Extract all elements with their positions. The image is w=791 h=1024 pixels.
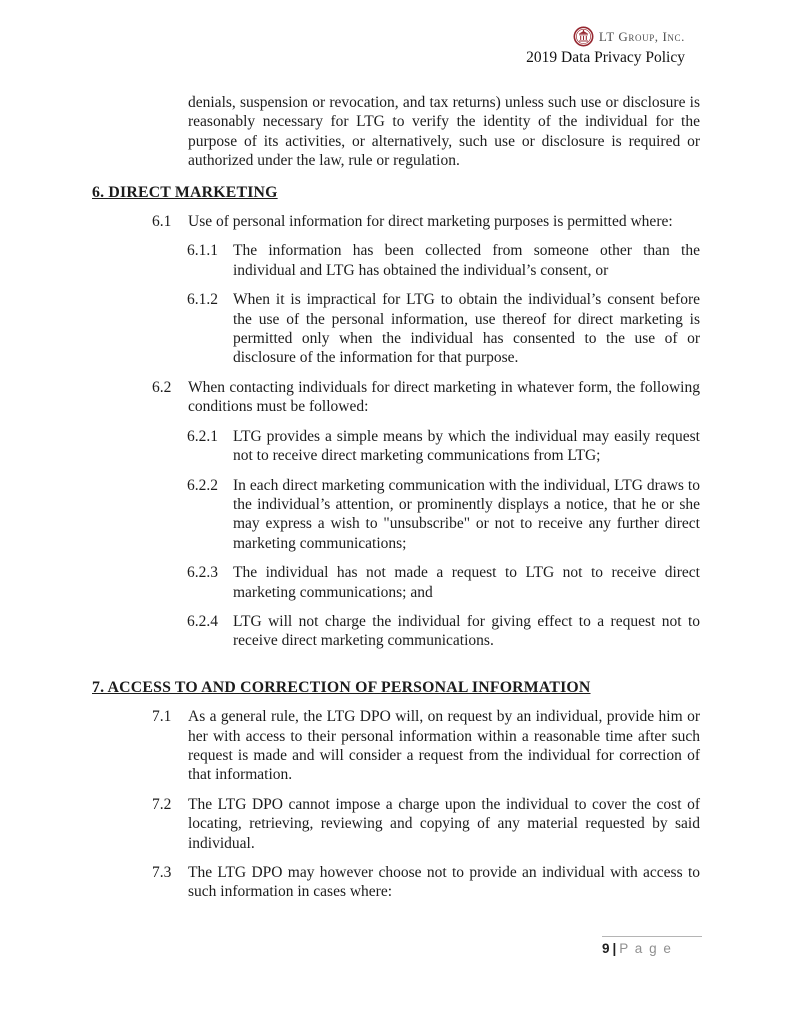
list-item-number: 7.3 xyxy=(152,864,172,881)
list-item xyxy=(152,707,700,785)
list-subitem xyxy=(187,427,700,466)
list-item-number: 6.1 xyxy=(152,213,172,231)
list-subitem xyxy=(187,476,700,554)
section-heading-6 xyxy=(92,183,700,202)
list-item-text: The LTG DPO cannot impose a charge upon the individual to cover the cost of locating, retrieving, reviewing and copying of any material requested by said individual. xyxy=(188,795,700,852)
list-item-number: 6.2.4 xyxy=(187,612,218,630)
list-subitem xyxy=(187,563,700,602)
section-heading-text: 6. DIRECT MARKETING xyxy=(92,183,278,201)
section-heading-text: 7. ACCESS TO AND CORRECTION OF PERSONAL INFORMATION xyxy=(92,678,591,696)
list-item-text: In each direct marketing communication with the individual, LTG draws to the individual’s attention, or prominently displays a notice, that he or she may express a wish to "unsubscribe" or not to receive any further direct marketing communications; xyxy=(233,476,700,552)
list-item-text: The information has been collected from someone other than the individual and LTG has obtained the individual’s consent, or xyxy=(233,242,700,279)
list-item-text: The individual has not made a request to LTG not to receive direct marketing communications; and xyxy=(233,564,700,601)
list-item xyxy=(152,863,700,902)
continuation-paragraph: denials, suspension or revocation, and tax returns) unless such use or disclosure is reasonably necessary for LTG to verify the identity of the individual for the purpose of its activities, or alternatively, such use or disclosure is required or authorized under the law, rule or regulation. xyxy=(188,94,700,170)
footer-separator: | xyxy=(612,941,617,956)
list-item-text: Use of personal information for direct marketing purposes is permitted where: xyxy=(188,213,673,231)
list-item-number: 6.2.3 xyxy=(187,564,218,582)
list-item-number: 6.2.1 xyxy=(187,427,218,445)
list-subitem xyxy=(187,290,700,368)
list-item xyxy=(152,378,700,417)
brand-row xyxy=(573,25,685,48)
company-name: LT Group, Inc. xyxy=(598,28,685,44)
policy-title: 2019 Data Privacy Policy xyxy=(526,49,685,66)
list-item-number: 6.1.1 xyxy=(187,242,218,260)
list-item-text: As a general rule, the LTG DPO will, on request by an individual, provide him or her with access to their personal information within a reasonable time after such request is made and will consider a request from the individual for correction of that information. xyxy=(188,708,700,784)
list-item-text: When contacting individuals for direct marketing in whatever form, the following conditions must be followed: xyxy=(188,378,700,416)
footer-page-label: P a g e xyxy=(619,941,673,956)
list-item-number: 7.1 xyxy=(152,708,172,726)
list-subitem xyxy=(187,612,700,651)
list-item xyxy=(152,795,700,853)
list-item-number: 7.2 xyxy=(152,795,172,813)
list-item-text: When it is impractical for LTG to obtain the individual’s consent before the use of the personal information, use thereof for direct marketing is permitted only when the individual has consented to the use of or disclosure of the information for that purpose. xyxy=(233,291,700,367)
list-item-number: 6.2.2 xyxy=(187,476,218,494)
page-footer xyxy=(602,936,702,956)
list-item-number: 6.1.2 xyxy=(187,291,218,309)
document-body xyxy=(92,93,700,912)
page-number: 9 xyxy=(602,941,610,956)
section-heading-7 xyxy=(92,678,700,697)
page-header xyxy=(526,25,685,67)
list-item xyxy=(152,212,700,231)
list-item-text: LTG provides a simple means by which the individual may easily request not to receive direct marketing communications from LTG; xyxy=(233,427,700,465)
ltg-emblem-icon xyxy=(573,26,594,47)
list-item-text: LTG will not charge the individual for giving effect to a request not to receive direct marketing communications. xyxy=(233,612,700,650)
list-subitem xyxy=(187,241,700,280)
list-item-number: 6.2 xyxy=(152,378,172,396)
list-item-text: The LTG DPO may however choose not to provide an individual with access to such information in cases where: xyxy=(188,864,700,901)
